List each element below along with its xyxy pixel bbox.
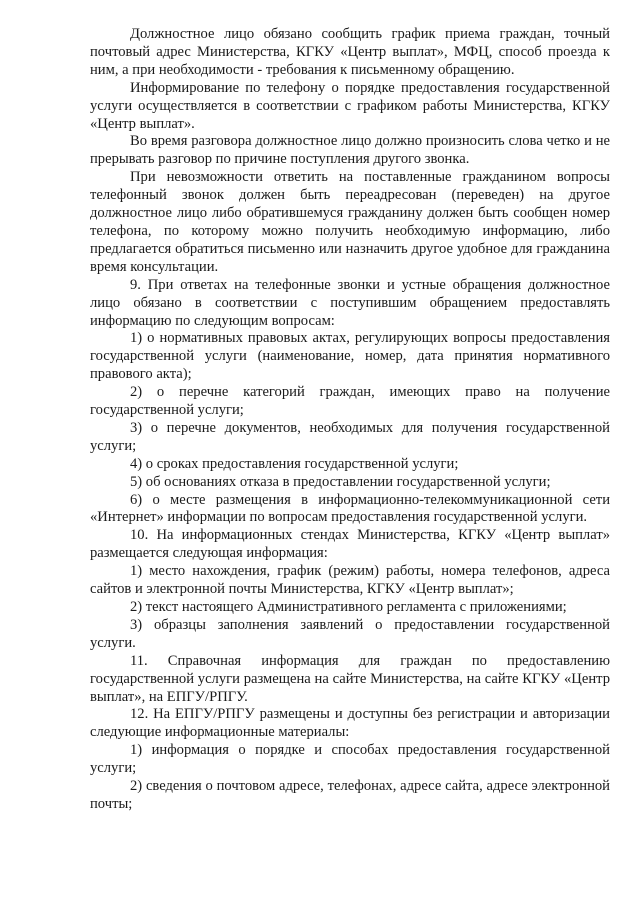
paragraph-schedule-info: Должностное лицо обязано сообщить график приема граждан, точный почтовый адрес Министерства, КГКУ «Центр выплат», МФЦ, способ проезда к ним, а при необходимости - требования к письменному обращению. [90, 26, 610, 78]
list-item-9-5: 5) об основаниях отказа в предоставлении государственной услуги; [130, 473, 551, 490]
list-item-12-2: 2) сведения о почтовом адресе, телефонах, адресе сайта, адресе электронной почты; [90, 778, 610, 812]
list-item-9-1: 1) о нормативных правовых актах, регулирующих вопросы предоставления государственной услуги (наименование, номер, дата принятия нормативного правового акта); [90, 330, 610, 383]
list-item-9-4: 4) о сроках предоставления государственной услуги; [130, 455, 459, 472]
list-item-9-3: 3) о перечне документов, необходимых для получения государственной услуги; [90, 419, 610, 454]
list-item-10-2: 2) текст настоящего Административного регламента с приложениями; [130, 599, 567, 615]
list-item-12-1: 1) информация о порядке и способах предоставления государственной услуги; [90, 742, 610, 777]
list-item-10-3: 3) образцы заполнения заявлений о предоставлении государственной услуги. [90, 616, 610, 651]
list-item-10-1: 1) место нахождения, график (режим) работы, номера телефонов, адреса сайтов и электронной почты Министерства, КГКУ «Центр выплат»; [90, 563, 610, 598]
paragraph-conversation-rules: Во время разговора должностное лицо должно произносить слова четко и не прерывать разговор по причине поступления другого звонка. [90, 133, 610, 168]
paragraph-11: 11. Справочная информация для граждан по предоставлению государственной услуги размещена на сайте Министерства, на сайте КГКУ «Центр выплат», на ЕПГУ/РПГУ. [90, 652, 610, 705]
paragraph-10: 10. На информационных стендах Министерства, КГКУ «Центр выплат» размещается следующая информация: [90, 527, 610, 562]
list-item-9-2: 2) о перечне категорий граждан, имеющих право на получение государственной услуги; [90, 384, 610, 419]
paragraph-phone-info: Информирование по телефону о порядке предоставления государственной услуги осуществляется в соответствии с графиком работы Министерства, КГКУ «Центр выплат». [90, 79, 610, 132]
paragraph-9: 9. При ответах на телефонные звонки и устные обращения должностное лицо обязано в соответствии с поступившим обращением предоставлять информацию по следующим вопросам: [90, 276, 610, 329]
paragraph-call-redirect: При невозможности ответить на поставленные гражданином вопросы телефонный звонок должен быть переадресован (переведен) на другое должностное лицо либо обратившемуся гражданину должен быть сообщен номер телефона, по которому можно получить необходимую информацию, либо предлагается обратиться письменно или назначить другое удобное для гражданина время консультации. [90, 169, 610, 275]
list-item-9-6: 6) о месте размещения в информационно-телекоммуникационной сети «Интернет» информации по вопросам предоставления государственной услуги. [90, 491, 610, 526]
document-page [90, 26, 610, 814]
paragraph-12: 12. На ЕПГУ/РПГУ размещены и доступны без регистрации и авторизации следующие информационные материалы: [90, 706, 610, 741]
